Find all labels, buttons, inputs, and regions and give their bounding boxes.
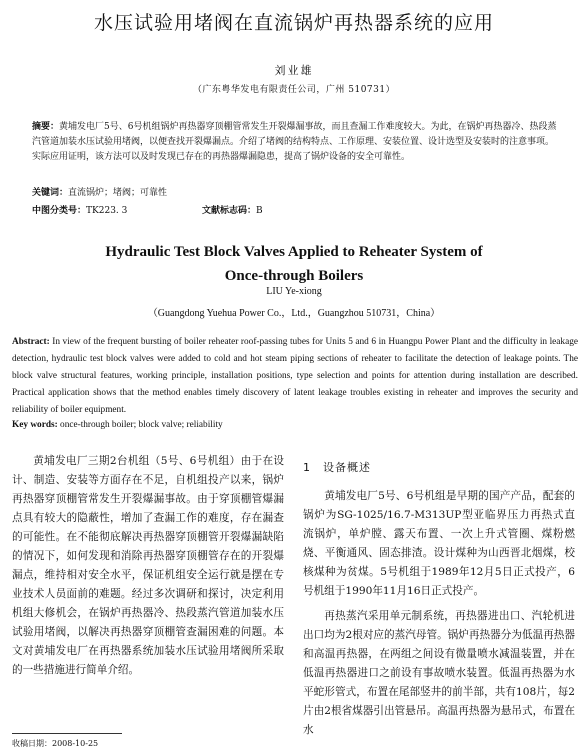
document-code bbox=[202, 204, 263, 219]
abstract-english-text: In view of the frequent bursting of boiler reheater roof-passing tubes for Units 5 and 6 in Huangpu Power Plant and the difficulty in leakage detection, hydraulic test block valves were added to cold and hot steam piping sections of reheater to facilitate the detection of leakage points. The block valve structural features, working principle, installation positions, type selection and points for attention during installation are described. Practical application shows that the method enables timely discovery of latent leakage troubles existing in reheater and improves the security and reliability of boiler equipment. bbox=[12, 337, 578, 415]
keywords-chinese-label: 关键词： bbox=[32, 188, 69, 198]
keywords-english-text: once-through boiler; block valve; reliability bbox=[57, 420, 223, 430]
left-column bbox=[12, 452, 284, 680]
received-date-footnote: 收稿日期：2008-10-25 bbox=[12, 739, 99, 748]
section-1-paragraph-2: 再热蒸汽采用单元制系统，再热器进出口、汽轮机进出口均为2根对应的蒸汽母管。锅炉再热器分为低温再热器和高温再热器，在两组之间设有微量喷水减温装置，并在低温再热器进口之前设有事故喷水装置。低温再热器为水平蛇形管式，布置在尾部竖井的前半部，共有108片，每2片由2根省煤器引出管悬吊。高温再热器为悬吊式，布置在水 bbox=[303, 610, 575, 736]
affiliation-chinese: （广东粤华发电有限责任公司，广州 510731） bbox=[192, 85, 396, 95]
section-1-heading: 1 设备概述 bbox=[303, 461, 371, 474]
clc-label: 中图分类号： bbox=[32, 206, 87, 216]
paper-title-english-line-1: Hydraulic Test Block Valves Applied to Reheater System of bbox=[105, 244, 483, 260]
abstract-english bbox=[12, 334, 578, 419]
paper-title-chinese: 水压试验用堵阀在直流锅炉再热器系统的应用 bbox=[93, 12, 494, 34]
affiliation-english: （Guangdong Yuehua Power Co.，Ltd.，Guangzhou 510731，China） bbox=[147, 308, 441, 319]
paper-title-english bbox=[0, 240, 588, 288]
keywords-english-label: Key words: bbox=[12, 420, 58, 430]
right-column bbox=[303, 452, 575, 740]
classification-row bbox=[32, 204, 558, 219]
abstract-chinese-label: 摘要： bbox=[32, 122, 60, 132]
section-1-paragraph-1: 黄埔发电厂5号、6号机组是早期的国产产品，配套的锅炉为SG-1025/16.7-M313UP型亚临界压力再热式直流锅炉，单炉膛、露天布置、一次上升式管圈、煤粉燃烧、平衡通风、固态排渣。设计煤种为山西晋北烟煤，校核煤种为贫煤。5号机组于1989年12月5日正式投产，6号机组于1990年11月16日正式投产。 bbox=[303, 490, 575, 597]
keywords-chinese bbox=[32, 186, 558, 201]
keywords-english bbox=[12, 417, 578, 434]
keywords-chinese-text: 直流锅炉；堵阀；可靠性 bbox=[68, 188, 168, 198]
document-code-value: B bbox=[256, 206, 263, 216]
abstract-chinese-text: 黄埔发电厂5号、6号机组锅炉再热器穿顶棚管常发生开裂爆漏事故，而且查漏工作难度较大。为此，在锅炉再热器冷、热段蒸汽管道加装水压试验用堵阀，以便查找开裂爆漏点。介绍了堵阀的结构特点、工作原理、安装位置、设计选型及安装时的注意事项。实际应用证明，该方法可以及时发现已存在的再热器爆漏隐患，提高了锅炉设备的安全可靠性。 bbox=[32, 122, 557, 162]
abstract-english-label: Abstract: bbox=[12, 337, 50, 347]
paper-title-english-line-2: Once-through Boilers bbox=[224, 268, 364, 284]
intro-paragraph: 黄埔发电厂三期2台机组（5号、6号机组）由于在设计、制造、安装等方面存在不足，自机组投产以来，锅炉再热器穿顶棚管常发生开裂爆漏事故。由于穿顶棚管爆漏点具有较大的隐蔽性，增加了查漏工作的难度，存在漏查的可能性。在不能彻底解决再热器穿顶棚管开裂爆漏缺陷的情况下，如何发现和消除再热器穿顶棚管存在的开裂爆漏点，维持相对安全水平，保证机组安全运行就是摆在专业技术人员面前的难题。经过多次调研和探讨，决定利用机组大修机会，在锅炉再热器冷、热段蒸汽管道加装水压试验用堵阀，以解决再热器穿顶棚管查漏困难的问题。本文对黄埔发电厂在再热器系统加装水压试验用堵阀所采取的一些措施进行简单介绍。 bbox=[12, 455, 284, 676]
footnote-divider bbox=[12, 733, 122, 734]
document-code-label: 文献标志码： bbox=[202, 206, 257, 216]
author-name-english: LIU Ye-xiong bbox=[266, 286, 322, 297]
clc-value: TK223. 3 bbox=[86, 206, 128, 216]
author-name-chinese: 刘业雄 bbox=[274, 64, 314, 77]
abstract-chinese bbox=[32, 120, 558, 165]
